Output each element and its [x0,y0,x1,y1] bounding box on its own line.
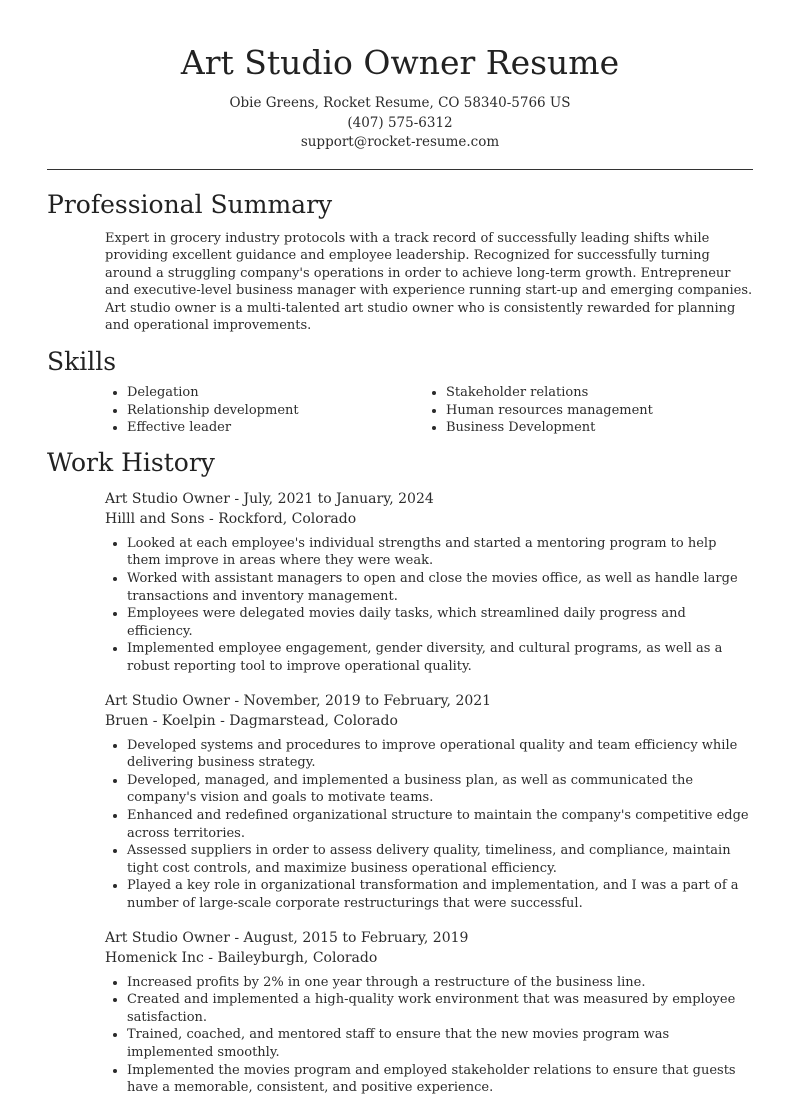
skill-item: • Relationship development [127,402,424,420]
skill-item: • Stakeholder relations [446,384,743,402]
job-title-line: Art Studio Owner - November, 2019 to February, 2021 [105,692,492,709]
job-bullet: • Increased profits by 2% in one year through a restructure of the business line. [127,974,753,992]
job-bullet: • Employees were delegated movies daily tasks, which streamlined daily progress and efficiency. [127,605,753,640]
skills-heading: Skills [47,347,117,377]
summary-heading: Professional Summary [47,189,333,219]
contact-block [47,94,753,153]
job-bullet: • Enhanced and redefined organizational structure to maintain the company's competitive edge across territories. [127,807,753,842]
job-entry [47,928,753,1097]
job-bullet: • Trained, coached, and mentored staff to ensure that the new movies program was implemented smoothly. [127,1026,753,1061]
job-company-line: Hilll and Sons - Rockford, Colorado [105,510,357,527]
job-bullet: • Created and implemented a high-quality work environment that was measured by employee satisfaction. [127,991,753,1026]
skills-left-column [105,384,424,437]
job-bullet: • Developed, managed, and implemented a business plan, as well as communicated the company's vision and goals to motivate teams. [127,772,753,807]
skills-grid [47,384,753,437]
skill-item: • Effective leader [127,419,424,437]
job-entry [47,489,753,676]
job-bullets [105,737,753,913]
contact-email: support@rocket-resume.com [300,134,500,150]
summary-text: Expert in grocery industry protocols with a track record of successfully leading shifts while providing excellent guidance and employee leadership. Recognized for successfully turning around a struggling company's operations in order to achieve long-term growth. Entrepreneur and executive-level business manager with experience running start-up and emerging companies. Art studio owner is a multi-talented art studio owner who is consistently rewarded for planning and operational improvements. [105,230,753,334]
job-bullet: • Implemented employee engagement, gender diversity, and cultural programs, as well as a robust reporting tool to improve operational quality. [127,640,753,675]
job-bullet: • Played a key role in organizational transformation and implementation, and I was a part of a number of large-scale corporate restructurings that were successful. [127,877,753,912]
job-title-line: Art Studio Owner - July, 2021 to January, 2024 [105,490,434,507]
contact-phone: (407) 575-6312 [347,114,453,131]
skills-right-column [424,384,743,437]
job-bullet: • Implemented the movies program and employed stakeholder relations to ensure that guests have a memorable, consistent, and positive experience. [127,1062,753,1097]
header-divider [47,169,753,170]
skill-item: • Business Development [446,419,743,437]
job-bullet: • Assessed suppliers in order to assess delivery quality, timeliness, and compliance, maintain tight cost controls, and maximize business operational efficiency. [127,842,753,877]
job-bullets [105,535,753,676]
job-bullets [105,974,753,1097]
job-bullet: • Worked with assistant managers to open and close the movies office, as well as handle large transactions and inventory management. [127,570,753,605]
job-company-line: Homenick Inc - Baileyburgh, Colorado [105,949,378,966]
job-title-line: Art Studio Owner - August, 2015 to February, 2019 [105,929,469,946]
contact-address: Obie Greens, Rocket Resume, CO 58340-5766 US [229,95,571,111]
job-bullet: • Looked at each employee's individual strengths and started a mentoring program to help them improve in areas where they were weak. [127,535,753,570]
job-bullet: • Developed systems and procedures to improve operational quality and team efficiency while delivering business strategy. [127,737,753,772]
skill-item: • Delegation [127,384,424,402]
skill-item: • Human resources management [446,402,743,420]
resume-title: Art Studio Owner Resume [180,43,620,82]
job-company-line: Bruen - Koelpin - Dagmarstead, Colorado [105,712,398,729]
work-history-heading: Work History [47,447,215,477]
job-entry [47,691,753,913]
